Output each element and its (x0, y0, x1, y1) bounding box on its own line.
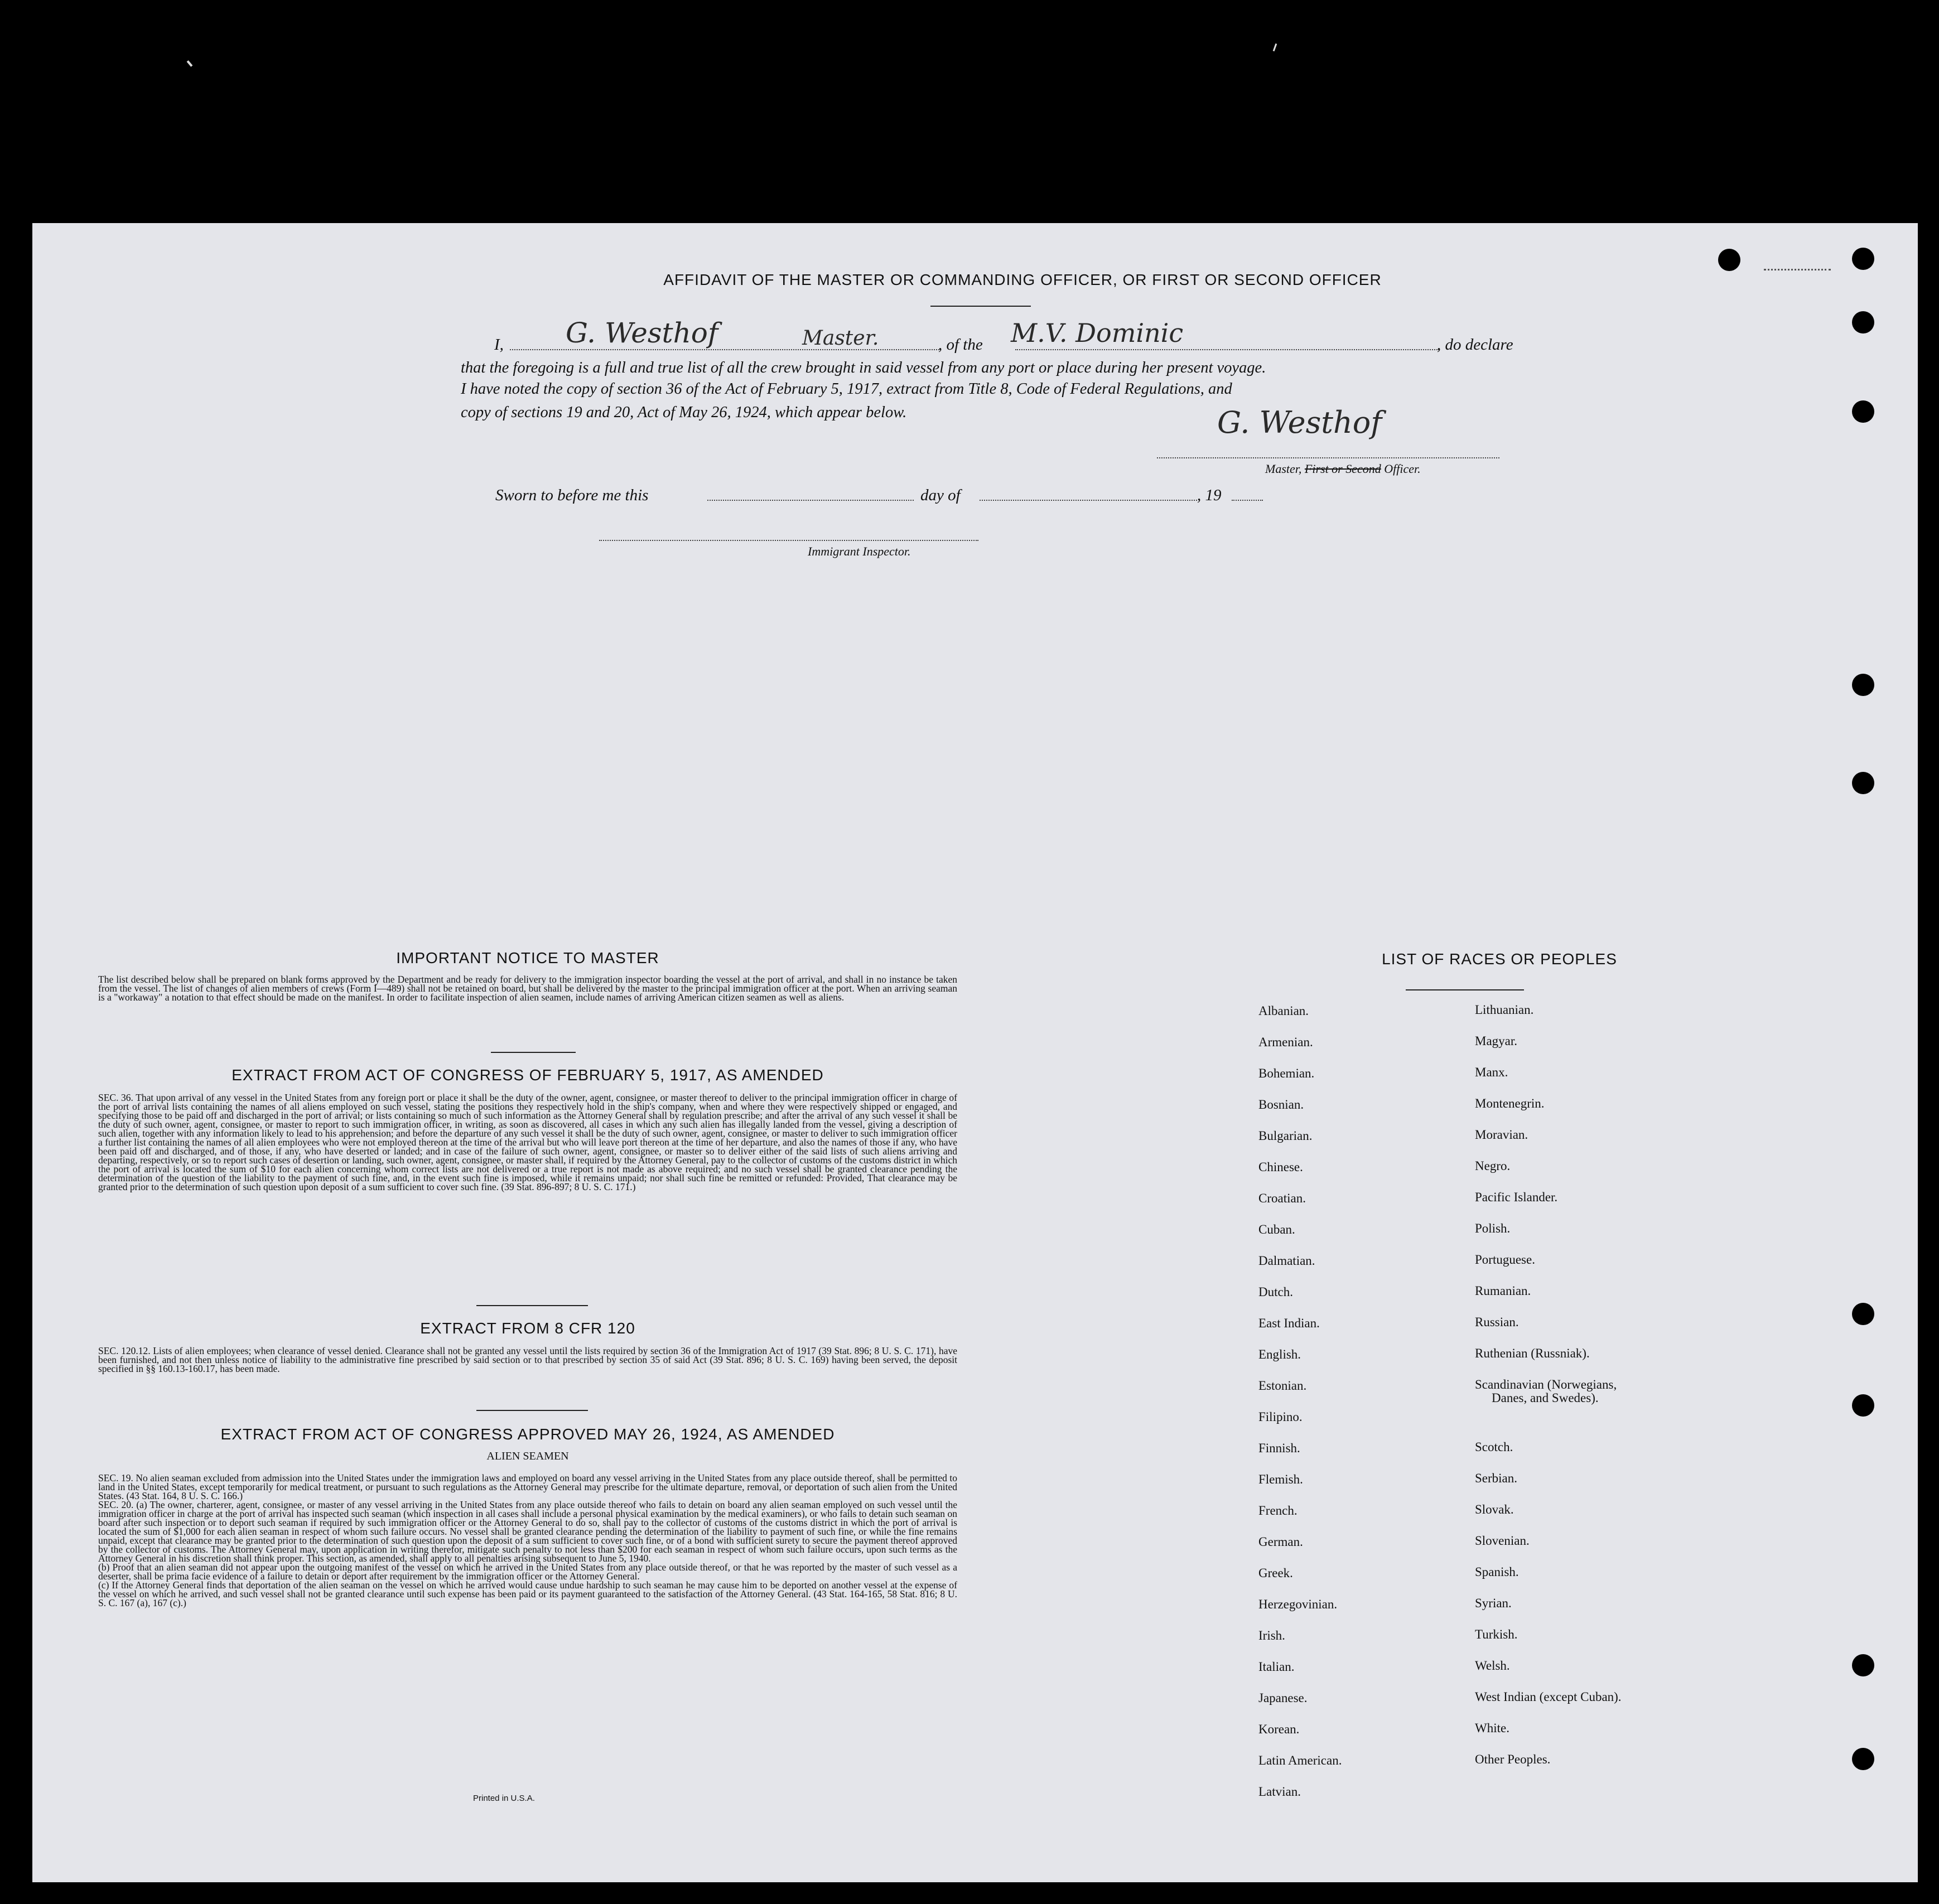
binder-hole (1852, 674, 1874, 696)
inspector-caption: Immigrant Inspector. (808, 544, 911, 558)
divider (476, 1410, 588, 1411)
race-item: Chinese. (1258, 1160, 1303, 1174)
scan-speck (187, 60, 193, 67)
race-item: Albanian. (1258, 1004, 1309, 1018)
caption-struck: First or Second (1304, 462, 1381, 476)
of-the-label: , of the (938, 336, 983, 354)
signature-line (1157, 457, 1499, 458)
race-item: White. (1475, 1721, 1509, 1735)
race-item: Portuguese. (1475, 1253, 1535, 1267)
race-item: Polish. (1475, 1221, 1511, 1235)
race-item: Magyar. (1475, 1034, 1518, 1048)
race-item: East Indian. (1258, 1316, 1320, 1330)
extract-cfr-body: SEC. 120.12. Lists of alien employees; when clearance of vessel denied. Clearance shall not be granted any vessel until the lists required by section 36 of the Immigration Act of 1917 (39 Stat. 896; 8 U. S. C. 171), have been furnished, and not then unless notice of liability to the administrative fine prescribed by said section or to that prescribed by section 35 of said Act (39 Stat. 896; 8 U. S. C. 169) having been served, the deposit specified in §§ 160.13-160.17, has been made. (98, 1345, 957, 1374)
races-title: LIST OF RACES OR PEOPLES (1382, 950, 1617, 968)
affidavit-title: AFFIDAVIT OF THE MASTER OR COMMANDING OFFICER, OR FIRST OR SECOND OFFICER (663, 271, 1382, 288)
race-item: Bohemian. (1258, 1066, 1315, 1080)
race-item: Bosnian. (1258, 1098, 1304, 1112)
divider (491, 1052, 576, 1053)
race-item: West Indian (except Cuban). (1475, 1690, 1622, 1704)
inspector-line (599, 540, 978, 541)
divider (476, 1305, 588, 1306)
race-item: Welsh. (1475, 1659, 1510, 1673)
caption-officer: Officer. (1384, 462, 1421, 476)
binder-hole (1852, 1654, 1874, 1676)
race-item: German. (1258, 1535, 1303, 1549)
section-20a: SEC. 20. (a) The owner, charterer, agent, consignee, or master of any vessel arriving in the United States from any place outside thereof who fails to detain on board any alien seaman employed on such vessel until the immigration officer in charge at the port of arrival has inspected such seaman (which inspection in all cases shall include a personal physical examination by the medical examiners), or who fails to detain such seaman on board after such inspection or to deport such seaman if required by such immigration officer or the Attorney General to do so, shall pay to the collector of customs of the customs district in which the port of arrival is located the sum of $1,000 for each alien seaman in respect of whom such failure occurs. No vessel shall be granted clearance pending the determination of the liability to payment of such fine, or while the fine remains unpaid, except that clearance may be granted prior to the determination of such question upon the deposit of a sum sufficient to cover such fine, or of a bond with sufficient surety to secure the payment thereof approved by the collector of customs. The Attorney General may, upon application in writing therefor, mitigate such penalty to not less than $200 for each seaman in respect of whom such failure occurs, upon such terms as the Attorney General in his discretion shall think proper. This section, as amended, shall apply to all penalties arising subsequent to June 5, 1940. (98, 1499, 957, 1564)
notice-title: IMPORTANT NOTICE TO MASTER (396, 949, 659, 967)
race-item: Japanese. (1258, 1691, 1308, 1705)
extract-cfr-title: EXTRACT FROM 8 CFR 120 (420, 1320, 635, 1337)
race-item: Rumanian. (1475, 1284, 1531, 1298)
affidavit-line-2: that the foregoing is a full and true list of all the crew brought in said vessel from any port or place during her present voyage. (461, 359, 1266, 376)
race-item: Serbian. (1475, 1471, 1518, 1485)
race-item: Montenegrin. (1475, 1096, 1545, 1110)
race-item: Dalmatian. (1258, 1254, 1315, 1268)
do-declare-label: , do declare (1437, 336, 1513, 354)
binder-hole (1852, 248, 1874, 270)
race-item: Spanish. (1475, 1565, 1519, 1579)
notice-body: The list described below shall be prepared on blank forms approved by the Department and be ready for delivery to the immigration inspector boarding the vessel at the port of arrival, and shall in no instance be taken from the vessel. The list of changes of alien members of crews (Form I—489) shall not be retained on board, but shall be delivered by the master to the principal immigration officer at the port. When an arriving seaman is a "workaway" a notation to that effect should be made on the manifest. In order to facilitate inspection of alien seamen, include names of arriving American citizen seamen as well as aliens. (98, 974, 957, 1003)
race-item: Negro. (1475, 1159, 1511, 1173)
race-item: Syrian. (1475, 1596, 1512, 1610)
race-item: Scotch. (1475, 1440, 1513, 1454)
extract-1917-body: SEC. 36. That upon arrival of any vessel in the United States from any foreign port or place it shall be the duty of the owner, agent, consignee, or master thereof to deliver to the principal immigration officer in charge of the port of arrival lists containing the names of all aliens employed on such vessel, stating the positions they respectively hold in the ship's company, when and where they were respectively shipped or engaged, and specifying those to be paid off and discharged in the port of arrival; or lists containing so much of such information as the Attorney General shall by regulation prescribe; and after the arrival of any such vessel it shall be the duty of such owner, agent, consignee, or master to report to such immigration officer, in writing, as soon as discovered, all cases in which any such alien has illegally landed from the vessel, giving a description of such alien, together with any information likely to lead to his apprehension; and before the departure of any such vessel it shall be the duty of such owner, agent, consignee, or master to deliver to such immigration officer a further list containing the names of all alien employees who were not employed thereon at the time of the arrival but who will leave port thereon at the time of her departure, and also the names of those if any, who have been paid off and discharged, and of those, if any, who have deserted or landed; and in case of the failure of such owner, agent, consignee, or master so to deliver either of the said lists of such aliens arriving and departing, respectively, or so to report such cases of desertion or landing, such owner, agent, consignee, or master shall, if required by the Attorney General, pay to the collector of customs of the customs district in which the port of arrival is located the sum of $10 for each alien concerning whom correct lists are not delivered or a true report is not made as above required; and no such vessel shall be granted clearance pending the determination of the question of the liability to the payment of such fine, and, in the event such fine is imposed, while it remains unpaid; nor shall such fine be remitted or refunded: Provided, That clearance may be granted prior to the determination of such question upon deposit of a sum sufficient to cover such fine. (39 Stat. 896-897; 8 U. S. C. 171.) (98, 1092, 957, 1192)
race-item: Dutch. (1258, 1285, 1293, 1299)
binder-hole (1852, 1748, 1874, 1770)
affidavit-line-4: copy of sections 19 and 20, Act of May 26, 1924, which appear below. (461, 404, 907, 421)
race-item: Cuban. (1258, 1222, 1295, 1236)
race-item: Korean. (1258, 1722, 1300, 1736)
section-20c: (c) If the Attorney General finds that deportation of the alien seaman on the vessel on which he arrived would cause undue hardship to such seaman he may cause him to be deported on another vessel at the expense of the vessel on which he arrived, and such vessel shall not be granted clearance until such expense has been paid or its payment guaranteed to the satisfaction of the Attorney General. (43 Stat. 164-165, 58 Stat. 816; 8 U. S. C. 167 (a), 167 (c).) (98, 1579, 957, 1608)
extract-1917-title: EXTRACT FROM ACT OF CONGRESS OF FEBRUARY 5, 1917, AS AMENDED (231, 1066, 824, 1084)
printed-in-usa: Printed in U.S.A. (473, 1794, 535, 1803)
document-page (32, 223, 1918, 1882)
race-item: Croatian. (1258, 1191, 1306, 1205)
binder-hole (1852, 1303, 1874, 1325)
binder-hole (1852, 772, 1874, 794)
race-item: Pacific Islander. (1475, 1190, 1558, 1204)
signature-caption (1265, 462, 1421, 476)
race-item: Finnish. (1258, 1441, 1300, 1455)
binder-hole (1852, 311, 1874, 334)
section-20b: (b) Proof that an alien seaman did not appear upon the outgoing manifest of the vessel on which he arrived in the United States from any place outside thereof, or that he was reported by the master of such vessel as a deserter, shall be prima facie evidence of a failure to detain or deport after requirement by the immigration officer or the Attorney General. (98, 1562, 957, 1582)
handwritten-signature: G. Westhof (1217, 405, 1382, 440)
binder-hole (1852, 1394, 1874, 1417)
binder-hole (1852, 400, 1874, 423)
races-divider (1406, 989, 1524, 990)
affidavit-line-3: I have noted the copy of section 36 of the Act of February 5, 1917, extract from Title 8, Code of Federal Regulations, and (461, 380, 1232, 398)
race-item: Irish. (1258, 1628, 1285, 1642)
race-item: Manx. (1475, 1065, 1508, 1079)
race-item: Slovenian. (1475, 1534, 1530, 1548)
i-label: I, (494, 336, 504, 354)
caption-master: Master, (1265, 462, 1302, 476)
scan-mark (1764, 269, 1831, 270)
extract-1924-title: EXTRACT FROM ACT OF CONGRESS APPROVED MAY 26, 1924, AS AMENDED (220, 1425, 835, 1443)
extract-1924-body (98, 1473, 957, 1607)
handwritten-name: G. Westhof (566, 317, 718, 349)
year-label: , 19 (1197, 486, 1222, 504)
section-19: SEC. 19. No alien seaman excluded from admission into the United States under the immigration laws and employed on board any vessel arriving in the United States from any place outside thereof, shall be permitted to land in the United States, except temporarily for medical treatment, or pursuant to such regulations as the Attorney General may prescribe for the ultimate departure, removal, or deportation of such alien from the United States. (43 Stat. 164, 8 U. S. C. 166.) (98, 1472, 957, 1501)
race-item: Estonian. (1258, 1379, 1307, 1393)
extract-1924-subtitle: ALIEN SEAMEN (486, 1450, 569, 1462)
handwritten-vessel: M.V. Dominic (1011, 318, 1184, 348)
race-item: Armenian. (1258, 1035, 1313, 1049)
race-item: Ruthenian (Russniak). (1475, 1346, 1590, 1360)
race-item: Filipino. (1258, 1410, 1303, 1424)
race-item: Turkish. (1475, 1627, 1518, 1641)
binder-hole (1718, 249, 1740, 271)
title-divider (930, 306, 1031, 307)
sworn-month-line (980, 500, 1197, 501)
race-item: Latvian. (1258, 1785, 1301, 1799)
race-item: Danes, and Swedes). (1492, 1391, 1599, 1405)
sworn-year-line (1232, 500, 1263, 501)
race-item: Other Peoples. (1475, 1752, 1551, 1766)
day-of-label: day of (920, 486, 961, 504)
race-item: Greek. (1258, 1566, 1293, 1580)
race-item: Russian. (1475, 1315, 1519, 1329)
scan-speck (1273, 44, 1277, 51)
race-item: Herzegovinian. (1258, 1597, 1338, 1611)
race-item: Bulgarian. (1258, 1129, 1313, 1143)
race-item: Moravian. (1475, 1128, 1528, 1142)
race-item: Italian. (1258, 1660, 1295, 1674)
sworn-day-line (707, 500, 914, 501)
sworn-label: Sworn to before me this (495, 486, 649, 504)
race-item: Flemish. (1258, 1472, 1303, 1486)
race-item: French. (1258, 1504, 1298, 1518)
race-item: Lithuanian. (1475, 1003, 1534, 1017)
vessel-line (1015, 349, 1439, 350)
race-item: English. (1258, 1347, 1301, 1361)
race-item: Slovak. (1475, 1502, 1514, 1516)
handwritten-title: Master. (802, 327, 879, 350)
race-item: Scandinavian (Norwegians, (1475, 1378, 1617, 1391)
race-item: Latin American. (1258, 1753, 1342, 1767)
